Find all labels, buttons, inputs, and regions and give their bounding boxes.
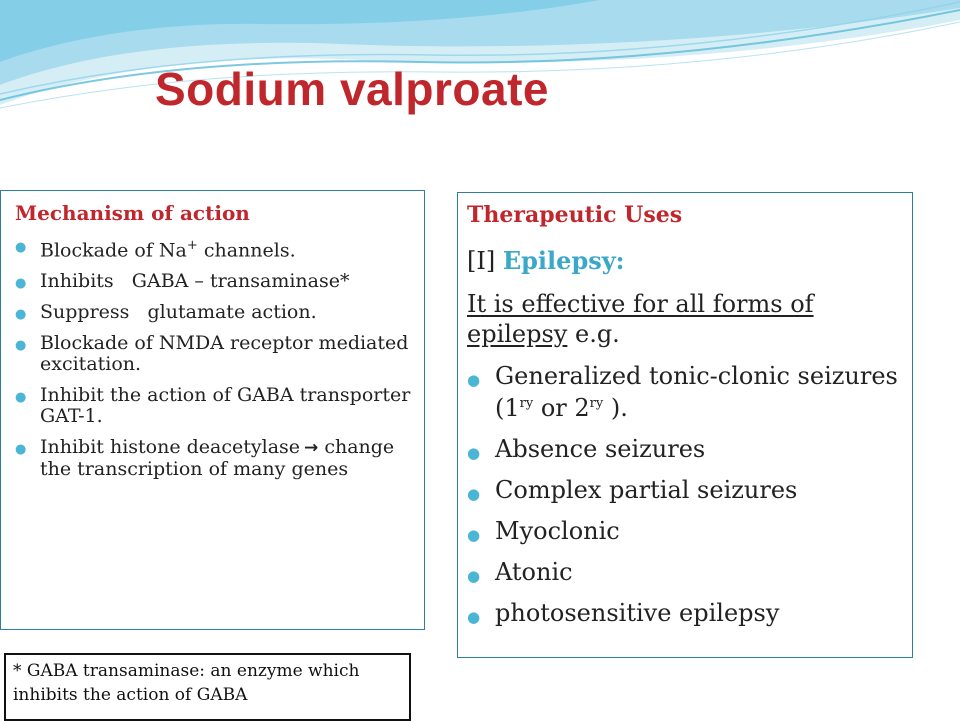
therapeutic-uses-header: Therapeutic Uses <box>467 202 683 228</box>
list-item: ● Absence seizures <box>467 435 902 463</box>
mechanism-list <box>15 235 414 480</box>
list-item: ● Myoclonic <box>467 517 902 545</box>
list-item: ● Blockade of Na+ channels. <box>15 238 296 262</box>
bullet-icon: ● <box>15 240 27 255</box>
list-item: ● Complex partial seizures <box>467 476 902 504</box>
bullet-icon: ● <box>467 526 481 544</box>
epilepsy-list <box>467 362 902 627</box>
therapeutic-uses-panel <box>457 192 913 658</box>
bullet-icon: ● <box>467 485 481 503</box>
list-item: ● Generalized tonic-clonic seizures ($1^{ry}$ or $2^{ry}$ ). <box>467 362 898 422</box>
list-item: ● Blockade of NMDA receptor mediated excitation. <box>15 332 409 376</box>
list-item: ● Inhibits GABA – transaminase* <box>15 270 350 293</box>
bullet-icon: ● <box>467 608 481 626</box>
bullet-icon: ● <box>15 307 27 323</box>
footnote-text: * GABA transaminase: an enzyme which inhibits the action of GABA <box>13 661 360 705</box>
bullet-icon: ● <box>15 338 27 354</box>
footnote-box <box>4 653 411 721</box>
mechanism-header: Mechanism of action <box>15 201 250 225</box>
mechanism-panel <box>0 190 425 630</box>
epilepsy-intro: It is effective for all forms of epilepsy e.g. <box>467 290 814 348</box>
bullet-icon: ● <box>467 444 481 462</box>
epilepsy-heading: [I] Epilepsy: <box>467 246 625 275</box>
list-item: ● Atonic <box>467 558 902 586</box>
bullet-icon: ● <box>467 567 481 585</box>
right-arrow-icon: → <box>304 438 319 459</box>
bullet-icon: ● <box>15 442 27 458</box>
bullet-icon: ● <box>15 276 27 292</box>
list-item: ● Inhibit the action of GABA transporter GAT-1. <box>15 384 411 428</box>
list-item: ● Suppress glutamate action. <box>15 301 317 324</box>
slide-title: Sodium valproate <box>155 63 549 115</box>
bullet-icon: ● <box>15 390 27 406</box>
bullet-icon: ● <box>467 371 481 389</box>
list-item: ● Inhibit histone deacetylase → change the transcription of many genes <box>15 436 395 481</box>
list-item: ● photosensitive epilepsy <box>467 599 902 627</box>
